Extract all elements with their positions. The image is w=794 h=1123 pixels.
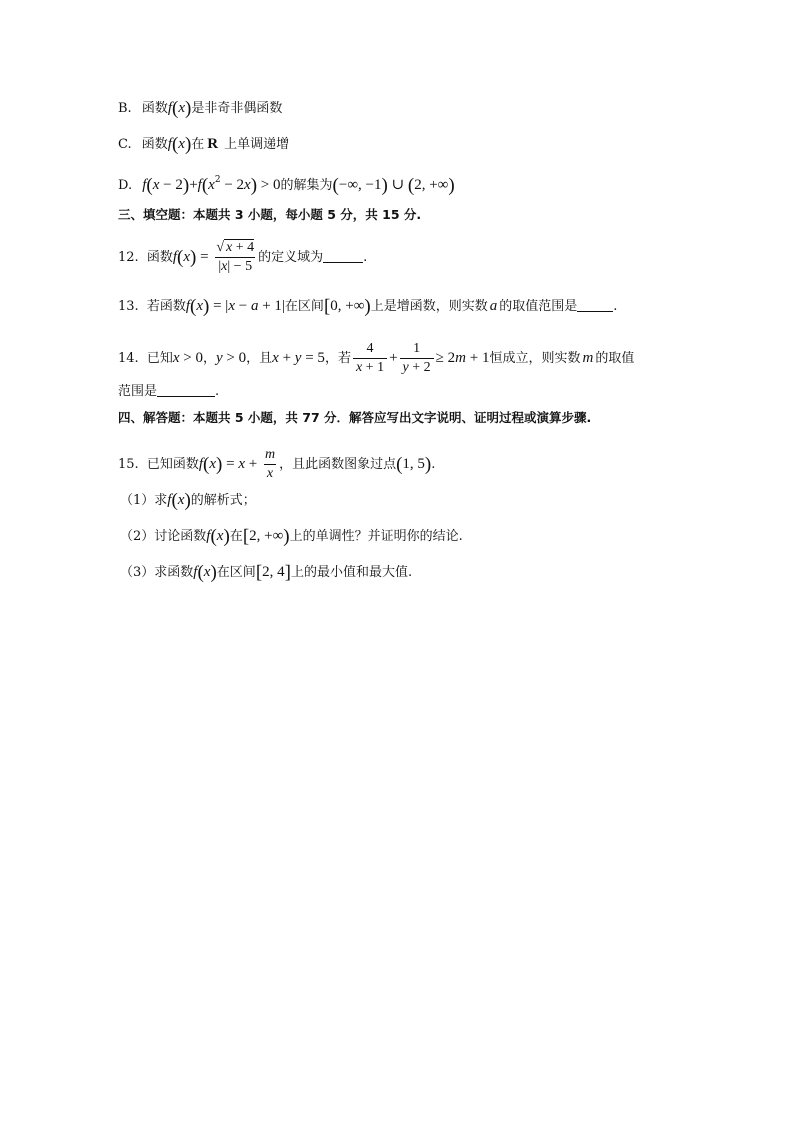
question-number: 15. [118,457,139,472]
math-interval: [2, 4] [255,562,291,583]
math-condition-y: y > 0 [216,350,247,366]
question-text: 上的最小值和最大值. [290,565,413,580]
question-15-part-1 [120,490,674,511]
math-eq: = [196,249,213,265]
paren: ( [190,296,197,317]
math-fx: f [172,249,178,265]
option-text: 函数 [141,101,168,116]
question-text: 上的单调性？并证明你的结论. [289,529,463,544]
question-text: 已知 [146,351,173,366]
question-text: ，且此函数图象过点 [279,457,397,472]
punct: . [613,299,618,314]
question-15-part-2 [120,526,674,547]
question-text: 上是增函数，则实数 [370,299,488,314]
question-text: 在区间 [216,565,256,580]
math-var: x [203,564,211,580]
paren: ) [190,247,197,268]
option-c [118,134,674,155]
math-fraction: $\frac{4}{x + 1}$ [353,340,387,377]
question-number: 13. [118,299,139,314]
math-inequality: $f(x - 2)+f(x^2 - 2x) > 0$ [142,175,281,196]
question-text: ，且 [246,351,273,366]
paren: ( [197,562,204,583]
option-label: B. [118,101,132,116]
math-abs-expr: = |x − a + 1| [209,298,285,314]
paren: ( [172,98,179,119]
math-var: m [582,350,594,366]
math-point: (1, 5) [396,454,432,475]
math-interval: [2, +∞) [242,526,290,547]
option-text: 的解集为 [280,178,333,193]
math-rhs: ≥ 2m + 1 [435,350,490,366]
question-text: 的定义域为 [258,250,324,265]
question-text: 范围是 [118,384,158,399]
math-var: x [209,456,217,472]
question-text: 的取值范围是 [499,299,578,314]
question-text: 在区间 [284,299,324,314]
math-var: x [177,492,185,508]
option-label: D. [118,178,133,193]
math-fx: f [185,298,191,314]
math-var: a [489,298,498,314]
answer-blank[interactable] [577,299,613,312]
question-number: 12. [118,250,139,265]
option-label: C. [118,137,132,152]
question-15 [118,446,674,483]
question-text: 求函数 [154,565,194,580]
question-text: 已知函数 [146,457,199,472]
paren: ) [184,490,191,511]
paren: ( [171,134,179,155]
option-text: 是非奇非偶函数 [191,101,283,116]
math-condition-x: x > 0 [172,350,203,366]
question-text: 求 [154,493,168,508]
question-14 [118,340,674,377]
paren: ( [177,247,184,268]
math-fx: f [167,136,172,152]
part-label: （3） [120,565,155,580]
math-fraction: $\frac{1}{y + 2}$ [400,340,434,377]
math-fx: f [167,100,173,116]
math-var: x [178,136,185,152]
answer-blank[interactable] [323,250,363,263]
math-solution-set: (−∞, −1) ∪ (2, +∞) [332,175,455,196]
math-var: x [216,528,224,544]
paren: ( [210,526,217,547]
option-text: 在 [191,137,205,152]
question-text: 讨论函数 [154,529,207,544]
question-14-continued [118,382,674,402]
punct: . [215,384,220,399]
option-text: 函数 [141,137,168,152]
question-text: 的解析式； [190,493,256,508]
punct: . [431,457,436,472]
paren: ) [185,98,192,119]
option-b [118,98,674,119]
answer-blank[interactable] [157,384,215,397]
paren: ( [171,490,178,511]
math-fraction: $\frac{m}{x}$ [264,447,276,481]
math-fx: f [167,492,172,508]
math-plus: + [389,350,398,366]
paren: ) [203,296,210,317]
question-text: 在 [229,529,243,544]
paren: ( [203,454,210,475]
paren: ) [223,526,230,547]
section-heading-fill-in: 三、填空题：本题共 3 小题，每小题 5 分，共 15 分. [118,207,422,222]
math-fx: f [206,528,211,544]
question-text: 的取值 [595,351,635,366]
math-var: x [183,249,191,265]
question-15-part-3 [120,562,674,583]
part-label: （2） [120,529,155,544]
question-13 [118,296,674,317]
math-fx: f [193,564,198,580]
math-condition-sum: x + y = 5 [272,350,325,366]
math-var: x [196,298,204,314]
question-text: 恒成立，则实数 [489,351,581,366]
paren: ) [216,454,223,475]
math-interval: [0, +∞) [323,296,371,317]
punct: ， [202,351,216,366]
paren: ) [184,134,192,155]
option-text: 上单调递增 [224,137,290,152]
math-var: x [178,100,186,116]
paren: ) [210,562,217,583]
question-text: ，若 [324,351,351,366]
math-set-r: R [207,136,219,152]
option-d [118,170,674,196]
question-text: 若函数 [146,299,186,314]
math-fx: f [198,456,204,472]
question-text: 函数 [146,250,173,265]
math-eq: = x + [222,456,261,472]
question-12 [118,239,674,276]
part-label: （1） [120,493,155,508]
section-heading-solutions: 四、解答题：本题共 5 小题，共 77 分．解答应写出文字说明、证明过程或演算步骤. [118,410,592,425]
math-fraction: $\frac{√ x + 4}{|x| - 5}$ [216,240,255,274]
question-number: 14. [118,351,139,366]
punct: . [363,250,368,265]
